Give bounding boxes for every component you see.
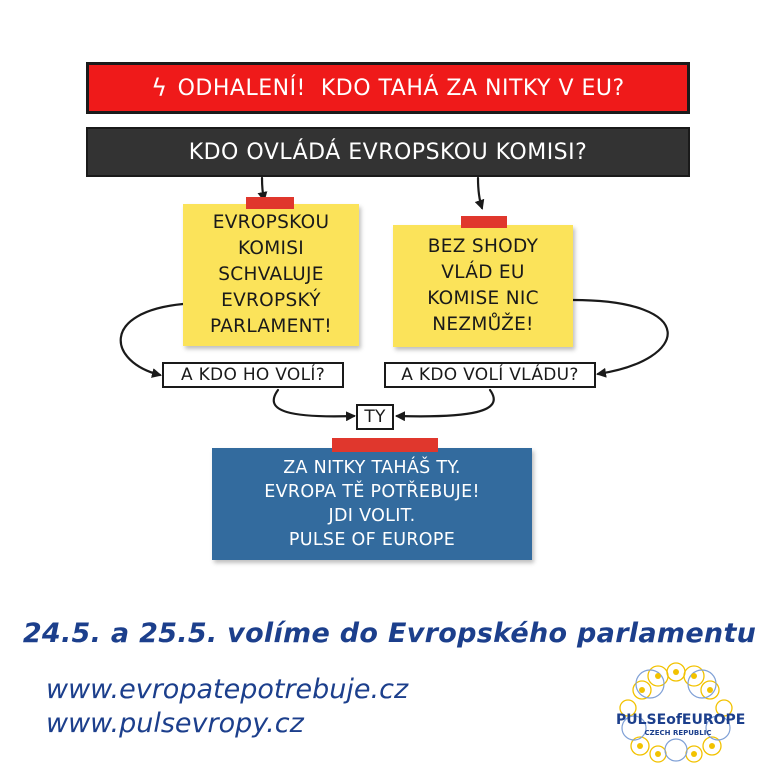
- arrow-right-question-to-ty: [397, 390, 494, 416]
- conclusion-note: [212, 448, 532, 560]
- note-right-line: NEZMŮŽE!: [432, 314, 534, 335]
- tape-strip-conclusion: [332, 438, 438, 452]
- sticky-note-right: [393, 225, 573, 347]
- logo-wordmark: PULSEofEUROPE: [616, 712, 746, 728]
- question-right-label: A KDO VOLÍ VLÁDU?: [401, 365, 579, 385]
- note-left-line: PARLAMENT!: [209, 316, 333, 337]
- website-link-2[interactable]: www.pulsevropy.cz: [46, 708, 304, 739]
- website-link-1[interactable]: www.evropatepotrebuje.cz: [46, 674, 409, 705]
- alert-banner: [86, 62, 690, 114]
- conclusion-line: EVROPA TĚ POTŘEBUJE!: [264, 482, 480, 502]
- tape-strip-left: [246, 197, 294, 209]
- question-title: KDO OVLÁDÁ EVROPSKOU KOMISI?: [188, 139, 588, 165]
- answer-label: TY: [364, 407, 386, 427]
- question-box-left: [162, 362, 344, 388]
- pulse-of-europe-logo: [606, 654, 746, 764]
- answer-box: [356, 404, 394, 430]
- note-left-line: EVROPSKÝ: [221, 290, 321, 311]
- note-left-line: KOMISI: [237, 238, 305, 259]
- question-box-right: [384, 362, 596, 388]
- logo-subtitle: CZECH REPUBLIC: [644, 729, 712, 737]
- arrow-question-to-right-note: [478, 178, 482, 208]
- note-left-line: EVROPSKOU: [212, 212, 330, 233]
- tape-strip-right: [461, 216, 507, 228]
- note-left-line: SCHVALUJE: [218, 264, 324, 285]
- note-right-line: KOMISE NIC: [427, 288, 539, 309]
- note-right-line: VLÁD EU: [441, 262, 525, 283]
- question-left-label: A KDO HO VOLÍ?: [180, 365, 326, 385]
- note-right-line: BEZ SHODY: [427, 236, 539, 257]
- lightning-bolt-icon: ϟ: [151, 74, 168, 102]
- conclusion-line: JDI VOLIT.: [328, 506, 416, 526]
- sticky-note-left: [183, 204, 359, 346]
- conclusion-line: PULSE OF EUROPE: [288, 530, 456, 550]
- election-date-title: 24.5. a 25.5. volíme do Evropského parlamentu: [22, 618, 757, 649]
- alert-title: ODHALENÍ! KDO TAHÁ ZA NITKY V EU?: [177, 75, 625, 101]
- arrow-left-question-to-ty: [274, 390, 354, 416]
- conclusion-line: ZA NITKY TAHÁŠ TY.: [283, 458, 461, 478]
- question-banner: [86, 127, 690, 177]
